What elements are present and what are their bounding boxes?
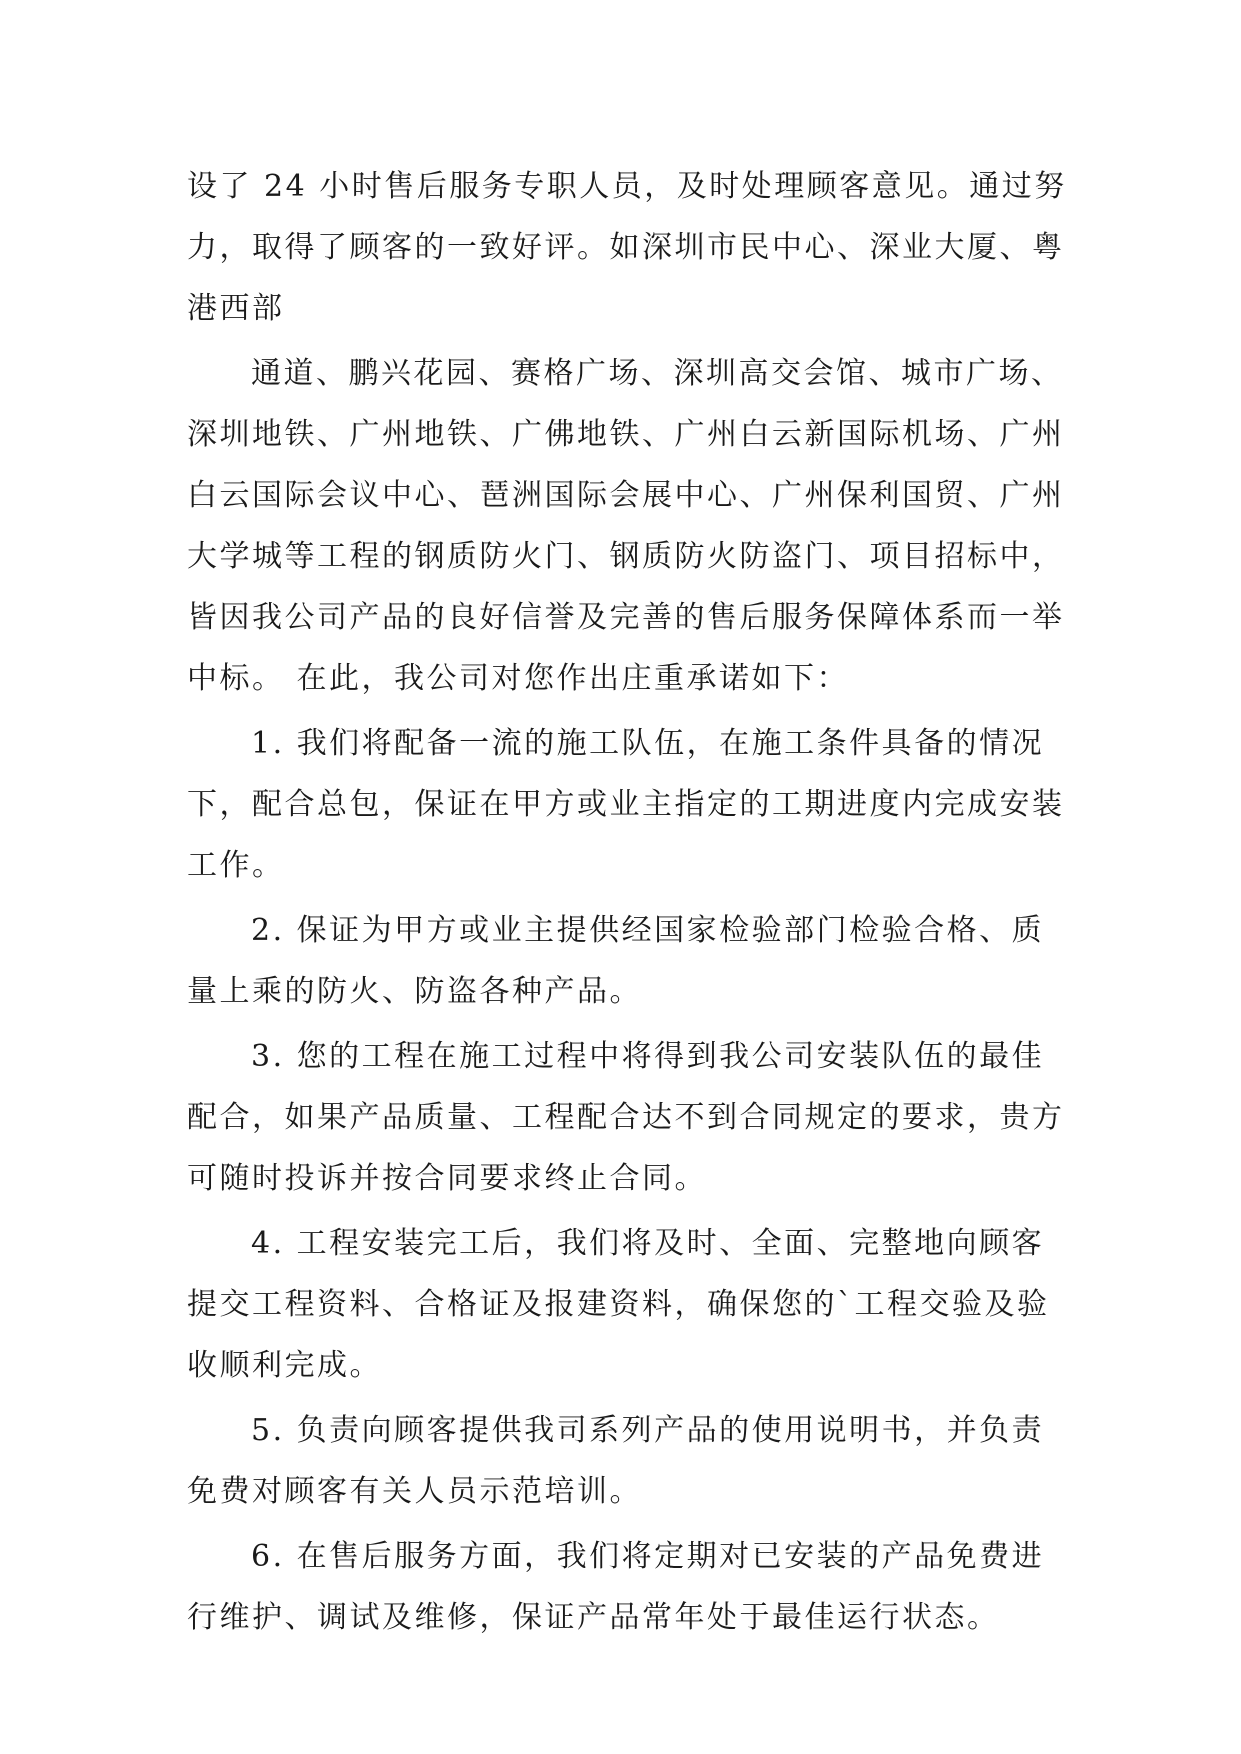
paragraph-commitment-1: 1. 我们将配备一流的施工队伍，在施工条件具备的情况下，配合总包，保证在甲方或业主指定的工期进度内完成安装工作。 (187, 726, 1065, 883)
paragraph-commitment-5: 5. 负责向顾客提供我司系列产品的使用说明书，并负责免费对顾客有关人员示范培训。 (187, 1413, 1045, 1509)
paragraph-commitment-6: 6. 在售后服务方面，我们将定期对已安装的产品免费进行维护、调试及维修，保证产品常年处于最佳运行状态。 (187, 1539, 1045, 1635)
document-body (187, 156, 1067, 1652)
paragraph-intro-continuation: 设了 24 小时售后服务专职人员，及时处理顾客意见。通过努力，取得了顾客的一致好评。如深圳市民中心、深业大厦、粤港西部 (187, 169, 1067, 326)
paragraph-projects: 通道、鹏兴花园、赛格广场、深圳高交会馆、城市广场、深圳地铁、广州地铁、广佛地铁、广州白云新国际机场、广州白云国际会议中心、琶洲国际会展中心、广州保利国贸、广州大学城等工程的钢质防火门、钢质防火防盗门、项目招标中，皆因我公司产品的良好信誉及完善的售后服务保障体系而一举中标。 在此，我公司对您作出庄重承诺如下： (187, 356, 1065, 696)
paragraph-commitment-3: 3. 您的工程在施工过程中将得到我公司安装队伍的最佳配合，如果产品质量、工程配合达不到合同规定的要求，贵方可随时投诉并按合同要求终止合同。 (187, 1039, 1065, 1196)
paragraph-commitment-4: 4. 工程安装完工后，我们将及时、全面、完整地向顾客提交工程资料、合格证及报建资料，确保您的`工程交验及验收顺利完成。 (187, 1226, 1050, 1383)
paragraph-commitment-2: 2. 保证为甲方或业主提供经国家检验部门检验合格、质量上乘的防火、防盗各种产品。 (187, 913, 1045, 1009)
